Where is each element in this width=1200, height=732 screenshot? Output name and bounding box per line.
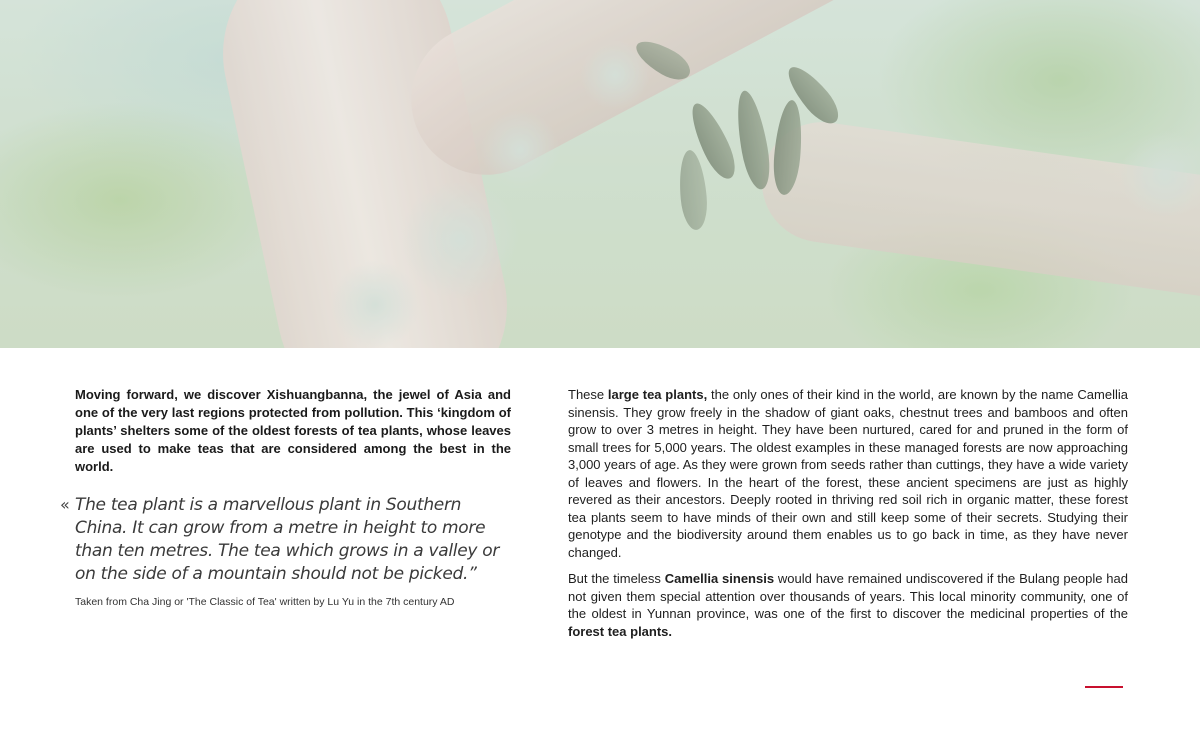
pull-quote: The tea plant is a marvellous plant in Southern China. It can grow from a metre in height to more than ten metres. The tea which grows in a valley or on the side of a mountain should not be picked.” — [75, 495, 500, 584]
intro-paragraph: Moving forward, we discover Xishuangbanna, the jewel of Asia and one of the very last regions protected from pollution. This ‘kingdom of plants’ shelters some of the oldest forests of tea plants, whose leaves are used to make teas that are considered among the best in the world. — [75, 387, 511, 474]
highlight-large-tea-plants: large tea plants, — [607, 387, 708, 402]
highlight-forest-tea-plants: forest tea plants. — [568, 623, 673, 639]
photo-fade-overlay — [0, 0, 1200, 348]
body-column — [568, 386, 1128, 649]
body-text: These — [568, 387, 608, 402]
highlight-camellia-sinensis: Camellia sinensis — [664, 571, 775, 586]
body-text: But the timeless — [568, 571, 665, 586]
quote-open-mark: « — [60, 495, 70, 514]
hero-photo-tea-tree-branch — [0, 0, 1200, 348]
body-paragraph-1 — [568, 386, 1128, 561]
body-text: would have remained undiscovered if the Bulang people had not given them special attention over thousands of years. This local minority community, one of the oldest in Yunnan province, was one of the first to discover the medicinal properties of the — [568, 571, 1128, 621]
page-accent-rule — [1085, 686, 1123, 688]
quote-citation: Taken from Cha Jing or 'The Classic of Tea' written by Lu Yu in the 7th century AD — [75, 596, 455, 608]
body-paragraph-2 — [568, 570, 1128, 640]
body-text: the only ones of their kind in the world, are known by the name Camellia sinensis. They grow freely in the shadow of giant oaks, chestnut trees and bamboos and often grow to over 3 metres in height. They have been nurtured, cared for and pruned in the form of small trees for 5,000 years. The oldest examples in these managed forests are now approaching 3,000 years of age. As they were grown from seeds rather than cuttings, they have a wide variety of leaves and flowers. In the heart of the forest, these ancient specimens are just as highly revered as their ancestors. Deeply rooted in thriving red soil rich in organic matter, these forest tea plants seem to have minds of their own and still keep some of their secrets. Studying their genotype and the biodiversity around them enables us to go back in time, as they have never changed. — [568, 387, 1128, 560]
